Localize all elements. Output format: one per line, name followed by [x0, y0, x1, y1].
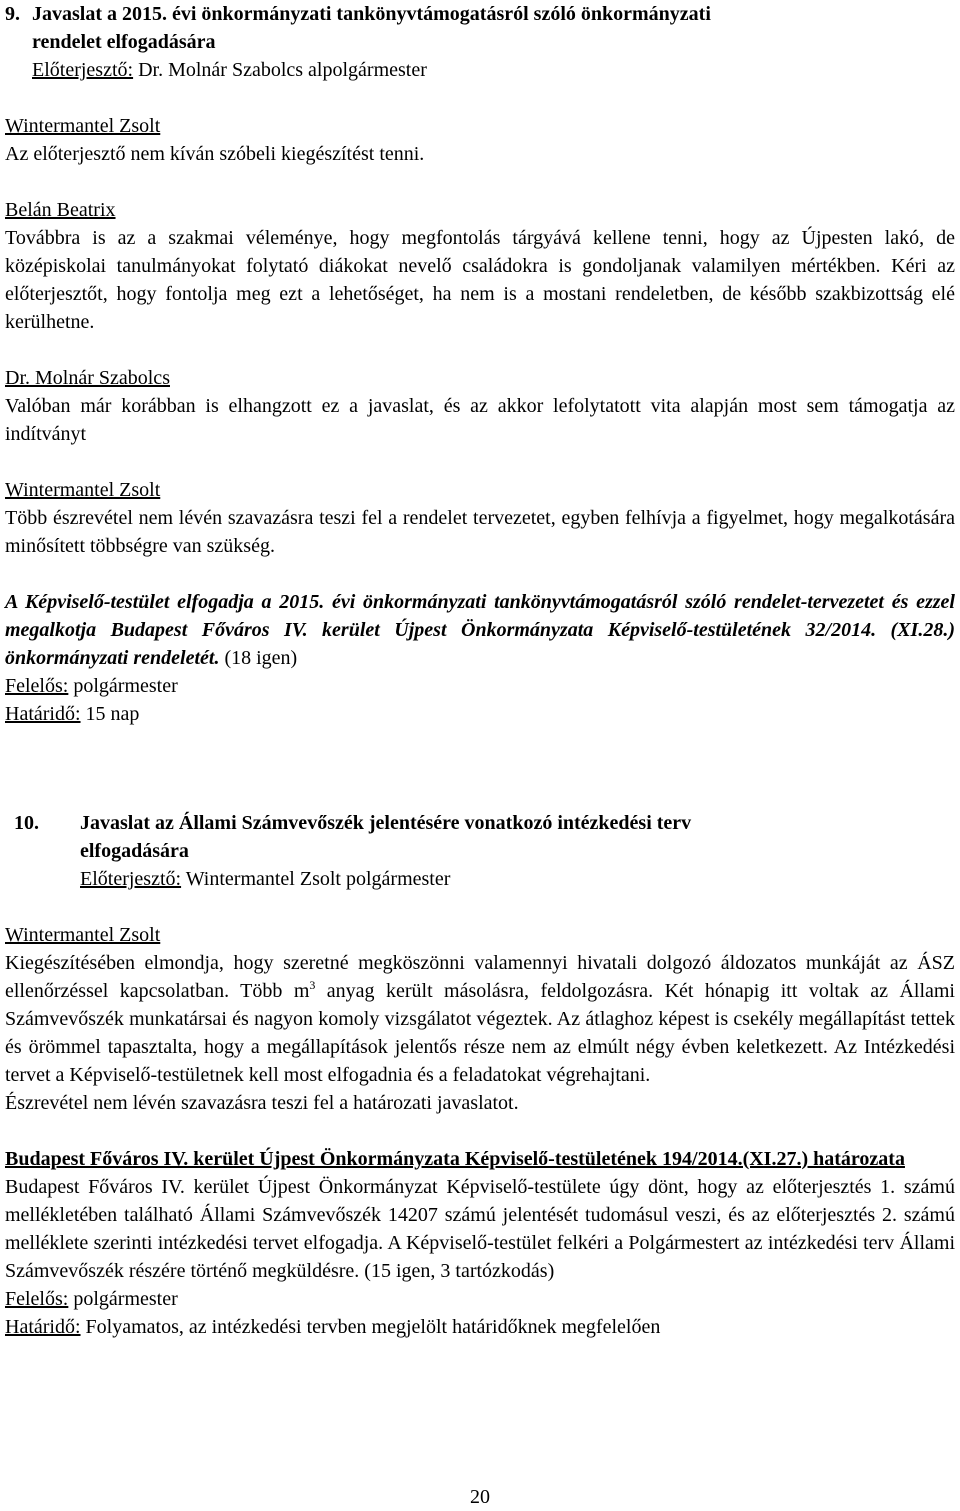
presenter-label: Előterjesztő: [32, 59, 134, 81]
agenda-item-10-title-line2: elfogadására [80, 840, 189, 862]
speech-text: Valóban már korábban is elhangzott ez a javaslat, és az akkor lefolytatott vita alapján most sem támogatja az indítványt [5, 395, 955, 445]
deadline-line [5, 700, 955, 728]
responsible-line [5, 672, 955, 700]
speaker-name: Wintermantel Zsolt [5, 924, 161, 946]
agenda-item-10-title: 10. Javaslat az Állami Számvevőszék jelentésére vonatkozó intézkedési terv [5, 809, 955, 837]
agenda-item-9 [5, 0, 955, 728]
presenter-label: Előterjesztő: [80, 868, 182, 890]
agenda-item-9-title: Javaslat a 2015. évi önkormányzati tankönyvtámogatásról szóló önkormányzati [32, 3, 711, 25]
agenda-item-9-title-line1 [5, 0, 955, 28]
agenda-item-9-title-line2: rendelet elfogadására [32, 31, 216, 53]
resolution-votes: (18 igen) [219, 647, 298, 669]
presenter-value: Dr. Molnár Szabolcs alpolgármester [133, 59, 427, 81]
responsible-value: polgármester [68, 675, 178, 697]
presenter-value: Wintermantel Zsolt polgármester [181, 868, 451, 890]
agenda-item-9-number: 9. [5, 3, 20, 25]
deadline-label: Határidő: [5, 1316, 81, 1338]
deadline-line [5, 1313, 955, 1341]
deadline-value: 15 nap [80, 703, 140, 725]
responsible-label: Felelős: [5, 1288, 69, 1310]
speech-text: Több észrevétel nem lévén szavazásra teszi fel a rendelet tervezetet, egyben felhívja a figyelmet, hogy megalkotására minősített többségre van szükség. [5, 507, 955, 557]
responsible-line [5, 1285, 955, 1313]
speaker-name: Dr. Molnár Szabolcs [5, 367, 170, 389]
resolution-statement: A Képviselő-testület elfogadja a 2015. évi önkormányzati tankönyvtámogatásról szóló rendelet-tervezetet és ezzel megalkotja Budapest Főváros IV. kerület Újpest Önkormányzata Képviselő-testületének 32/2014. (XI.28.) önkormányzati rendeletét. [5, 591, 955, 669]
speaker-name: Wintermantel Zsolt [5, 115, 161, 137]
speaker-name: Belán Beatrix [5, 199, 116, 221]
decision-text: Budapest Főváros IV. kerület Újpest Önkormányzat Képviselő-testülete úgy dönt, hogy az előterjesztés 1. számú mellékletében található Állami Számvevőszék 14207 számú jelentését tudomásul veszi, és az előterjesztés 2. számú melléklete szerinti intézkedési tervet elfogadja. A Képviselő-testület felkéri a Polgármestert az intézkedési terv Állami Számvevőszék részére történő megküldésre. (15 igen, 3 tartózkodás) [5, 1176, 955, 1282]
agenda-item-10-number: 10. [14, 812, 39, 834]
decision-title: Budapest Főváros IV. kerület Újpest Önkormányzata Képviselő-testületének 194/2014.(XI.27.) határozata [5, 1148, 905, 1170]
agenda-item-10-presenter [5, 865, 955, 893]
responsible-value: polgármester [68, 1288, 178, 1310]
speaker-name: Wintermantel Zsolt [5, 479, 161, 501]
speech-text: Az előterjesztő nem kíván szóbeli kiegészítést tenni. [5, 143, 425, 165]
agenda-item-9-presenter [5, 56, 955, 84]
resolution-text [5, 588, 955, 672]
responsible-label: Felelős: [5, 675, 69, 697]
speech-text: Továbbra is az a szakmai véleménye, hogy megfontolás tárgyává kellene tenni, hogy az Újpesten lakó, de középiskolai tanulmányokat folytató diákokat nevelő családokra is gondoljanak valamilyen mértékben. Kéri az előterjesztőt, hogy fontolja meg ezt a lehetőséget, ha nem is a mostani rendeletben, de később szakbizottság elé kerülhetne. [5, 227, 955, 333]
superscript: 3 [309, 978, 316, 992]
speech-text-last: Észrevétel nem lévén szavazásra teszi fel a határozati javaslatot. [5, 1092, 519, 1114]
speech-text: Kiegészítésében elmondja, hogy szeretné megköszönni valamennyi hivatali dolgozó áldozatos munkáját az ÁSZ ellenőrzéssel kapcsolatban. Több $m^3$ anyag került másolásra, feldolgozásra. Két hónapig itt voltak az Állami Számvevőszék munkatársai és nagyon komoly vizsgálatot végeztek. Az átlaghoz képest is csekély megállapítást tettek és örömmel tapasztalta, hogy a megállapítások jelentős része nem az elmúlt négy évben keletkezett. Az Intézkedési tervet a Képviselő-testületnek kell most elfogadnia és a feladatokat végrehajtani. [5, 952, 955, 1086]
agenda-item-10 [5, 809, 955, 1341]
deadline-value: Folyamatos, az intézkedési tervben megjelölt határidőknek megfelelően [80, 1316, 661, 1338]
deadline-label: Határidő: [5, 703, 81, 725]
page-number: 20 [470, 1486, 490, 1508]
